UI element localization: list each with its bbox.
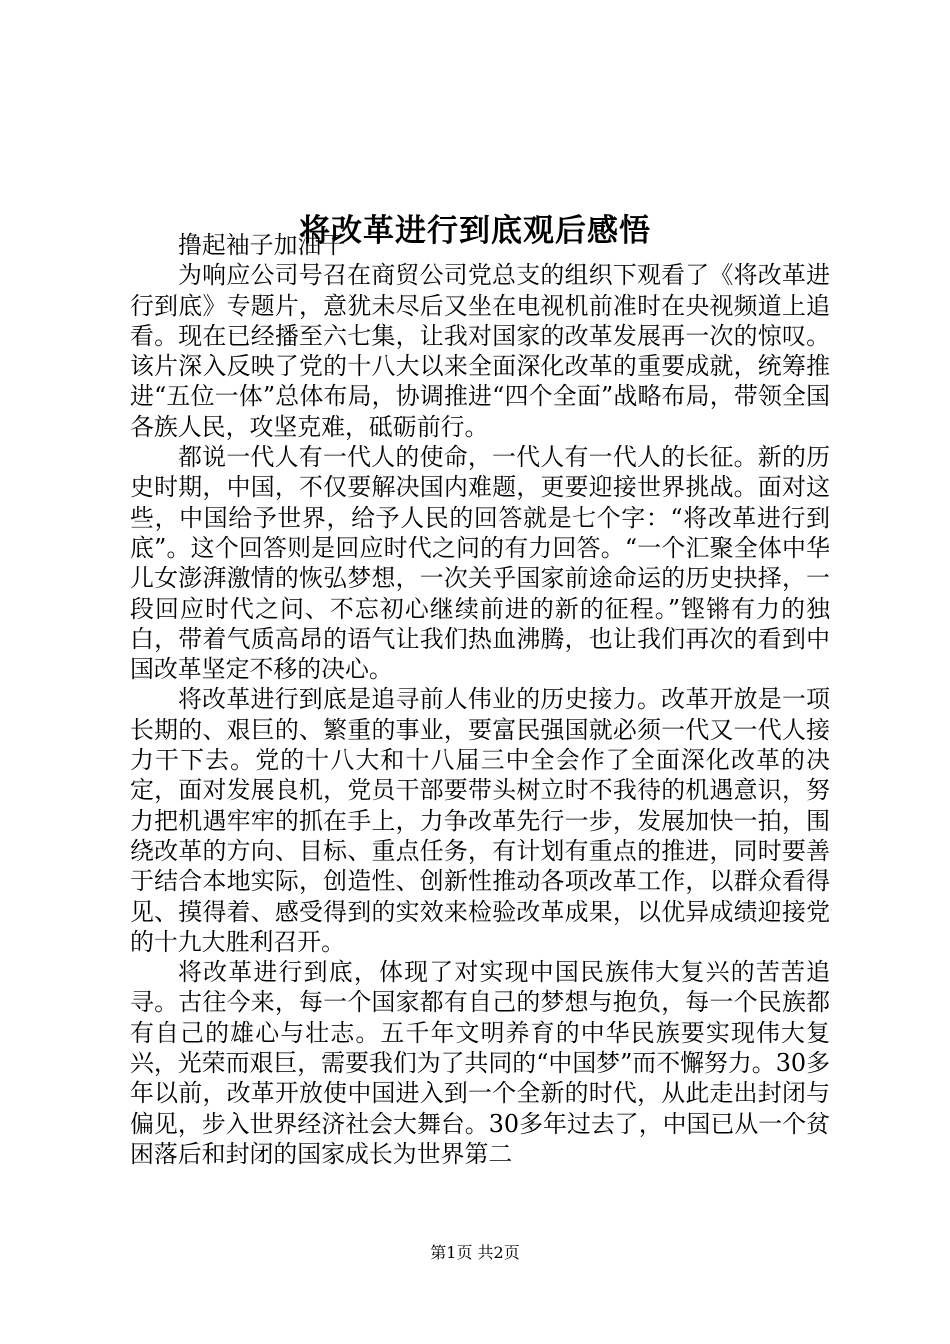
document-subtitle: 撸起袖子加油干 (178, 231, 346, 259)
document-body (130, 230, 830, 1169)
page-footer: 第1页 共2页 (430, 1243, 520, 1262)
paragraph-2: 都说一代人有一代人的使命，一代人有一代人的长征。新的历史时期，中国，不仅要解决国内难题，更要迎接世界挑战。面对这些，中国给予世界，给予人民的回答就是七个字：“将改革进行到底”。这个回答则是回应时代之问的有力回答。“一个汇聚全体中华儿女澎湃激情的恢弘梦想，一次关乎国家前途命运的历史抉择，一段回应时代之问、不忘初心继续前进的新的征程。”铿锵有力的独白，带着气质高昂的语气让我们热血沸腾，也让我们再次的看到中国改革坚定不移的决心。 (130, 443, 830, 684)
paragraph-4: 将改革进行到底，体现了对实现中国民族伟大复兴的苦苦追寻。古往今来，每一个国家都有自己的梦想与抱负，每一个民族都有自己的雄心与壮志。五千年文明养育的中华民族要实现伟大复兴，光荣而艰巨，需要我们为了共同的“中国梦”而不懈努力。30多年以前，改革开放使中国进入到一个全新的时代，从此走出封闭与偏见，步入世界经济社会大舞台。30多年过去了，中国已从一个贫困落后和封闭的国家成长为世界第二 (130, 958, 830, 1168)
paragraph-1: 为响应公司号召在商贸公司党总支的组织下观看了《将改革进行到底》专题片，意犹未尽后又坐在电视机前准时在央视频道上追看。现在已经播至六七集，让我对国家的改革发展再一次的惊叹。该片深入反映了党的十八大以来全面深化改革的重要成就，统筹推进“五位一体”总体布局，协调推进“四个全面”战略布局，带领全国各族人民，攻坚克难，砥砺前行。 (130, 261, 830, 441)
paragraph-3: 将改革进行到底是追寻前人伟业的历史接力。改革开放是一项长期的、艰巨的、繁重的事业，要富民强国就必须一代又一代人接力干下去。党的十八大和十八届三中全会作了全面深化改革的决定，面对发展良机，党员干部要带头树立时不我待的机遇意识，努力把机遇牢牢的抓在手上，力争改革先行一步，发展加快一拍，围绕改革的方向、目标、重点任务，有计划有重点的推进，同时要善于结合本地实际，创造性、创新性推动各项改革工作，以群众看得见、摸得着、感受得到的实效来检验改革成果，以优异成绩迎接党的十九大胜利召开。 (130, 685, 830, 956)
document-title: 将改革进行到底观后感悟 (299, 212, 651, 249)
